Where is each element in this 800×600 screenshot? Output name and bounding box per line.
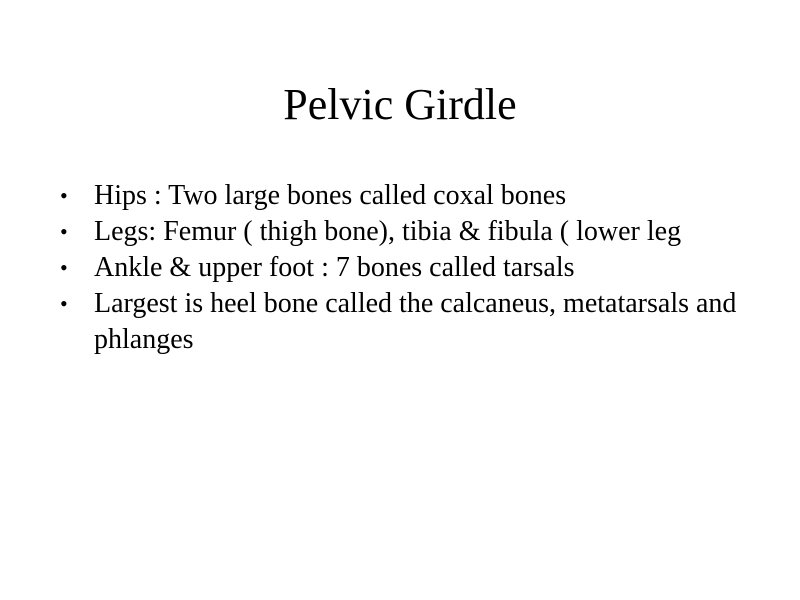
bullet-icon: • bbox=[60, 219, 68, 244]
bullet-icon: • bbox=[60, 255, 68, 280]
slide-title: Pelvic Girdle bbox=[283, 80, 517, 129]
bullet-text: Ankle & upper foot : 7 bones called tarsals bbox=[94, 252, 575, 283]
bullet-list bbox=[60, 178, 740, 358]
bullet-icon: • bbox=[60, 183, 68, 208]
bullet-icon: • bbox=[60, 291, 68, 316]
bullet-item bbox=[60, 214, 740, 250]
bullet-text: Hips : Two large bones called coxal bones bbox=[94, 180, 567, 211]
bullet-text: Legs: Femur ( thigh bone), tibia & fibula ( lower leg bbox=[94, 216, 682, 247]
bullet-item bbox=[60, 178, 740, 214]
bullet-item bbox=[60, 250, 740, 286]
bullet-item bbox=[60, 286, 740, 358]
bullet-text: Largest is heel bone called the calcaneus, metatarsals and phlanges bbox=[94, 288, 737, 355]
